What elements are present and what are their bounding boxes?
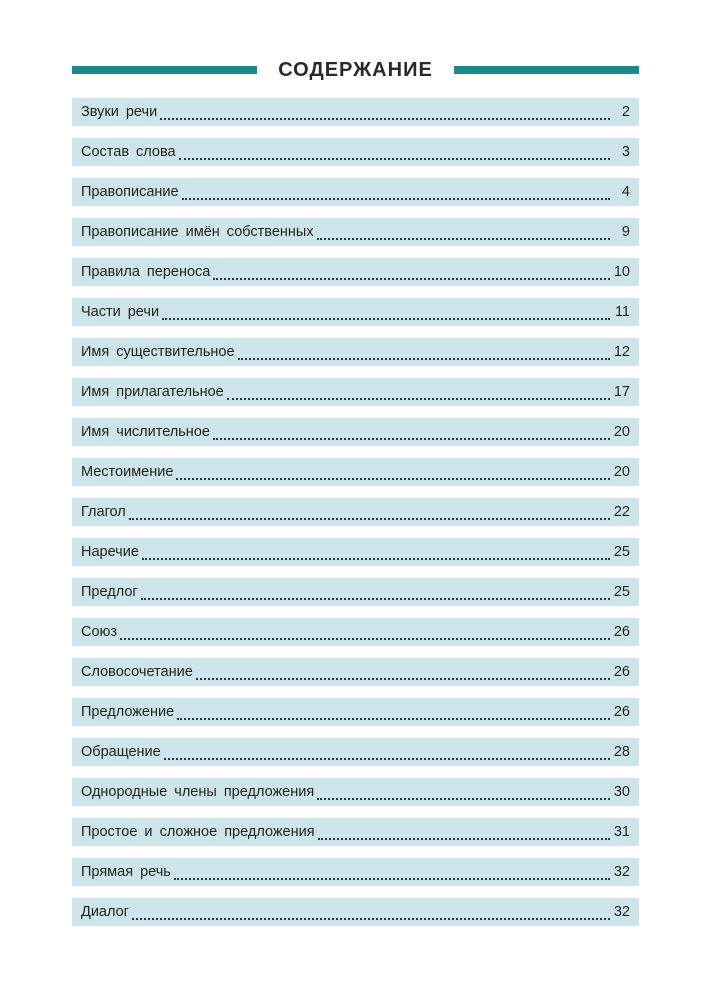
toc-entry-page: 26 <box>613 664 630 680</box>
toc-entry-title: Состав слова <box>81 144 176 160</box>
toc-entry-title: Местоимение <box>81 464 174 480</box>
toc-entry[interactable] <box>72 618 639 646</box>
dot-leader <box>318 828 610 840</box>
toc-entry-title: Глагол <box>81 504 126 520</box>
dot-leader <box>238 348 610 360</box>
dot-leader <box>176 468 609 480</box>
toc-entry-title: Звуки речи <box>81 104 158 120</box>
toc-entry-title: Части речи <box>81 304 160 320</box>
toc-entry[interactable] <box>72 378 639 406</box>
toc-entry-page: 11 <box>614 304 630 320</box>
toc-entry-page: 12 <box>613 344 630 360</box>
toc-entry-page: 30 <box>613 784 630 800</box>
toc-entry[interactable] <box>72 138 639 166</box>
toc-entry-title: Правописание <box>81 184 179 200</box>
toc-entry-page: 2 <box>621 104 630 120</box>
toc-header <box>72 56 639 86</box>
toc-entry[interactable] <box>72 898 639 926</box>
dot-leader <box>120 628 610 640</box>
dot-leader <box>317 788 610 800</box>
dot-leader <box>182 188 610 200</box>
toc-entry[interactable] <box>72 698 639 726</box>
toc-entry-title: Правописание имён собственных <box>81 224 314 240</box>
toc-entry-title: Прямая речь <box>81 864 171 880</box>
dot-leader <box>142 548 610 560</box>
table-of-contents <box>72 98 639 938</box>
toc-entry[interactable] <box>72 298 639 326</box>
toc-entry-page: 25 <box>613 584 630 600</box>
toc-entry-title: Предложение <box>81 704 175 720</box>
dot-leader <box>196 668 610 680</box>
dot-leader <box>162 308 610 320</box>
toc-entry[interactable] <box>72 538 639 566</box>
toc-entry-page: 9 <box>621 224 630 240</box>
toc-entry-title: Диалог <box>81 904 129 920</box>
toc-entry-title: Наречие <box>81 544 139 560</box>
toc-entry-page: 25 <box>613 544 630 560</box>
dot-leader <box>177 708 610 720</box>
toc-entry-page: 28 <box>613 744 630 760</box>
toc-entry[interactable] <box>72 498 639 526</box>
toc-entry[interactable] <box>72 258 639 286</box>
toc-entry[interactable] <box>72 818 639 846</box>
dot-leader <box>160 108 610 120</box>
dot-leader <box>213 428 610 440</box>
dot-leader <box>227 388 610 400</box>
toc-entry[interactable] <box>72 338 639 366</box>
toc-entry[interactable] <box>72 98 639 126</box>
toc-entry-page: 20 <box>613 464 630 480</box>
toc-entry-page: 26 <box>613 704 630 720</box>
toc-entry-page: 31 <box>613 824 630 840</box>
toc-entry[interactable] <box>72 218 639 246</box>
dot-leader <box>132 908 610 920</box>
toc-entry-title: Имя существительное <box>81 344 235 360</box>
toc-entry[interactable] <box>72 578 639 606</box>
toc-entry[interactable] <box>72 418 639 446</box>
toc-entry[interactable] <box>72 858 639 886</box>
toc-entry-title: Обращение <box>81 744 161 760</box>
toc-entry-page: 26 <box>613 624 630 640</box>
toc-entry-page: 32 <box>613 864 630 880</box>
dot-leader <box>179 148 610 160</box>
page-title: СОДЕРЖАНИЕ <box>278 59 433 81</box>
toc-entry-title: Предлог <box>81 584 138 600</box>
toc-entry-title: Словосочетание <box>81 664 193 680</box>
dot-leader <box>213 268 610 280</box>
toc-entry-title: Правила переноса <box>81 264 211 280</box>
toc-entry-page: 10 <box>613 264 630 280</box>
toc-entry-title: Союз <box>81 624 118 640</box>
toc-entry[interactable] <box>72 178 639 206</box>
toc-entry-page: 32 <box>613 904 630 920</box>
toc-entry-page: 4 <box>621 184 630 200</box>
toc-entry-title: Однородные члены предложения <box>81 784 315 800</box>
toc-entry-page: 17 <box>613 384 630 400</box>
toc-entry-page: 3 <box>621 144 630 160</box>
toc-entry-title: Имя прилагательное <box>81 384 224 400</box>
toc-entry-page: 22 <box>613 504 630 520</box>
dot-leader <box>174 868 610 880</box>
toc-entry[interactable] <box>72 658 639 686</box>
toc-entry[interactable] <box>72 738 639 766</box>
toc-entry[interactable] <box>72 778 639 806</box>
dot-leader <box>129 508 610 520</box>
toc-entry-title: Простое и сложное предложения <box>81 824 315 840</box>
toc-entry-title: Имя числительное <box>81 424 210 440</box>
toc-entry-page: 20 <box>613 424 630 440</box>
dot-leader <box>164 748 610 760</box>
dot-leader <box>317 228 610 240</box>
dot-leader <box>141 588 610 600</box>
toc-entry[interactable] <box>72 458 639 486</box>
